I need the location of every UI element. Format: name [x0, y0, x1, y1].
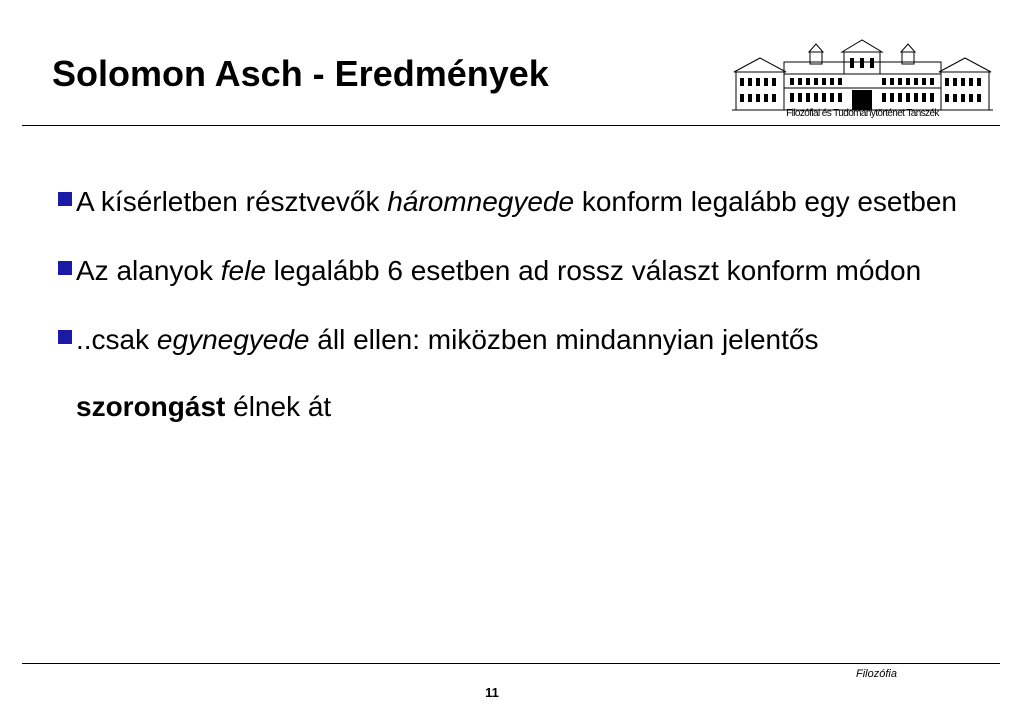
logo-caption: Filozófiai és Tudománytörténet Tanszék: [786, 108, 939, 119]
footer-divider: [22, 663, 1000, 664]
header-divider: [22, 125, 1000, 126]
footer-label: Filozófia: [856, 668, 897, 680]
bullet-item: ..csak egynegyede áll ellen: miközben mindannyian jelentős szorongást élnek át: [58, 306, 958, 440]
bullet-list: [58, 168, 958, 442]
square-bullet-icon: [58, 330, 72, 344]
square-bullet-icon: [58, 261, 72, 275]
bullet-item: A kísérletben résztvevők háromnegyede konform legalább egy esetben: [58, 168, 958, 235]
square-bullet-icon: [58, 192, 72, 206]
page-number: 11: [485, 685, 499, 700]
bullet-item: Az alanyok fele legalább 6 esetben ad rossz választ konform módon: [58, 237, 958, 304]
slide-title: Solomon Asch - Eredmények: [52, 53, 549, 94]
